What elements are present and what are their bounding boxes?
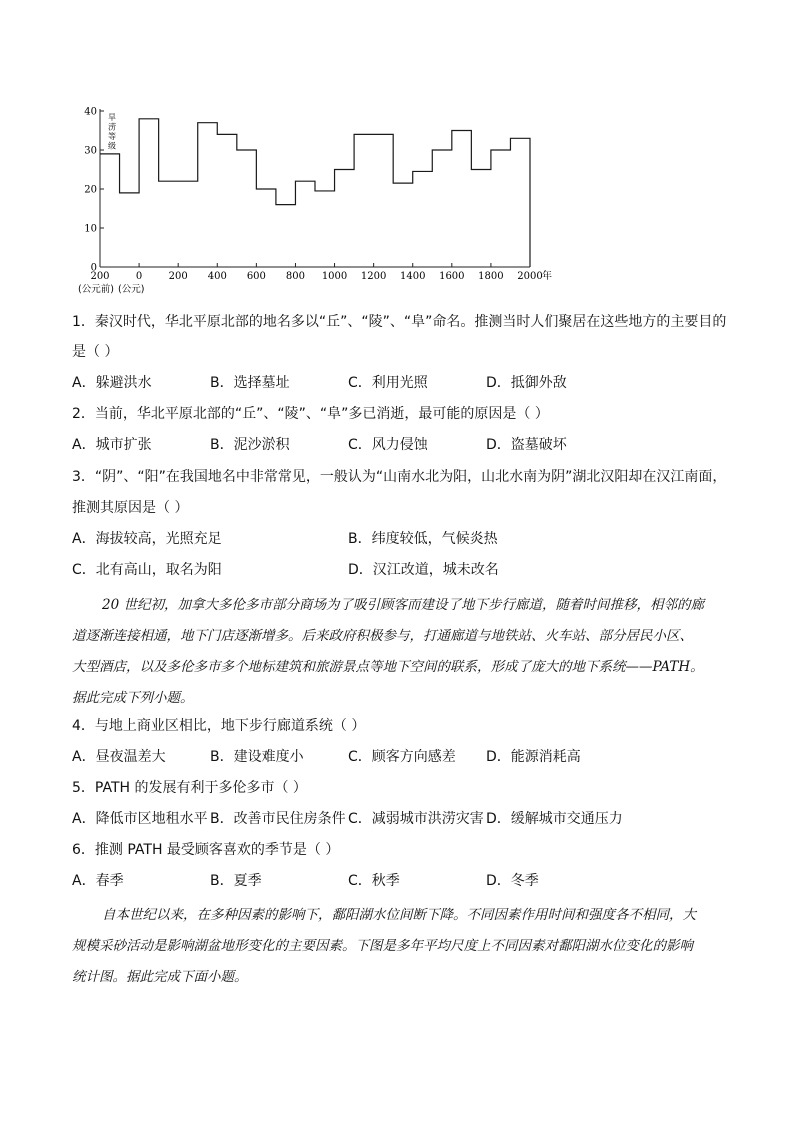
y-tick-label: 30 — [84, 145, 97, 157]
question-5-option-d: D．缓解城市交通压力 — [486, 811, 623, 827]
question-4-option-a: A．昼夜温差大 — [72, 749, 166, 765]
question-2: 2．当前，华北平原北部的“丘”、“陵”、“阜”多已消逝，最可能的原因是（ ） — [72, 406, 549, 422]
drought-flood-step-line — [100, 119, 530, 267]
y-tick-label: 10 — [84, 223, 97, 235]
question-5-option-c: C．减弱城市洪涝灾害 — [348, 811, 484, 827]
passage-toronto-line-2: 道逐渐连接相通，地下门店逐渐增多。后来政府积极参与，打通廊道与地铁站、火车站、部分居民小区、 — [72, 628, 693, 644]
y-axis-title-char: 涝 — [108, 122, 116, 132]
passage-toronto-line-1: 20 世纪初，加拿大多伦多市部分商场为了吸引顾客而建设了地下步行廊道，随着时间推移，相邻的廊 — [102, 597, 704, 613]
question-5: 5．PATH 的发展有利于多伦多市（ ） — [72, 780, 307, 796]
question-1-option-c: C．利用光照 — [348, 375, 428, 391]
drought-flood-chart — [70, 100, 550, 300]
question-1-option-b: B．选择墓址 — [210, 375, 290, 391]
question-6-option-a: A．春季 — [72, 873, 124, 889]
x-tick-label: 2000 — [517, 271, 543, 282]
y-axis-title-char: 旱 — [108, 113, 116, 122]
passage-toronto-line-3: 大型酒店，以及多伦多市多个地标建筑和旅游景点等地下空间的联系，形成了庞大的地下系统——PATH。 — [72, 659, 704, 675]
y-axis-title-char: 级 — [108, 141, 116, 151]
x-tick-label: 1800 — [478, 271, 504, 282]
question-1-option-a: A．躲避洪水 — [72, 375, 152, 391]
x-tick-label: 0 — [135, 271, 143, 282]
x-tick-label: 1000 — [321, 271, 348, 282]
question-4-option-b: B．建设难度小 — [210, 749, 304, 765]
y-axis-title-char: 等 — [108, 132, 116, 141]
x-tick-label: 1400 — [400, 271, 426, 282]
passage-poyang — [72, 900, 722, 993]
question-2-option-c: C．风力侵蚀 — [348, 437, 428, 453]
x-tick-label: 200 — [168, 271, 188, 282]
question-6-option-c: C．秋季 — [348, 873, 400, 889]
question-6-option-d: D．冬季 — [486, 873, 539, 889]
question-6: 6．推测 PATH 最受顾客喜欢的季节是（ ） — [72, 842, 340, 858]
question-3-option-b: B．纬度较低，气候炎热 — [348, 531, 498, 547]
y-tick-label: 40 — [84, 106, 97, 118]
x-tick-label: 600 — [246, 271, 266, 282]
question-1-line-1: 1．秦汉时代，华北平原北部的地名多以“丘”、“陵”、“阜”命名。推测当时人们聚居在这些地方的主要目的 — [72, 314, 727, 330]
y-tick-label: 0 — [90, 262, 97, 274]
x-tick-label: 1200 — [360, 271, 387, 282]
passage-poyang-line-2: 规模采砂活动是影响湖盆地形变化的主要因素。下图是多年平均尺度上不同因素对鄱阳湖水位变化的影响 — [72, 938, 693, 954]
question-2-option-b: B．泥沙淤积 — [210, 437, 290, 453]
passage-toronto-line-4: 据此完成下列小题。 — [72, 690, 194, 706]
x-sublabel-ad: (公元) — [118, 284, 145, 295]
question-5-option-a: A．降低市区地租水平 — [72, 811, 208, 827]
question-3-option-c: C．北有高山，取名为阳 — [72, 562, 222, 578]
x-tick-label: 800 — [285, 271, 306, 282]
chart-svg — [70, 100, 550, 300]
question-3-line-1: 3．“阴”、“阳”在我国地名中非常常见，一般认为“山南水北为阳，山北水南为阴”湖北汉阳却在汉江南面， — [72, 469, 727, 485]
x-tick-label: 1600 — [439, 271, 465, 282]
question-4-option-c: C．顾客方向感差 — [348, 749, 456, 765]
question-4: 4．与地上商业区相比，地下步行廊道系统（ ） — [72, 718, 366, 734]
question-3-option-a: A．海拔较高，光照充足 — [72, 531, 222, 547]
question-3-option-d: D．汉江改道，城未改名 — [348, 562, 499, 578]
passage-poyang-line-3: 统计图。据此完成下面小题。 — [72, 969, 248, 985]
question-2-option-a: A．城市扩张 — [72, 437, 152, 453]
question-4-option-d: D．能源消耗高 — [486, 749, 581, 765]
x-sublabel-bc: (公元前) — [78, 284, 114, 295]
x-tick-label: 200 — [90, 271, 110, 282]
question-5-option-b: B．改善市民住房条件 — [210, 811, 346, 827]
y-tick-label: 20 — [84, 184, 97, 196]
x-axis-unit: 年 — [542, 271, 552, 282]
x-tick-label: 400 — [207, 271, 227, 282]
question-1-option-d: D．抵御外敌 — [486, 375, 567, 391]
question-3-line-2: 推测其原因是（ ） — [72, 500, 189, 516]
passage-poyang-line-1: 自本世纪以来，在多种因素的影响下，鄱阳湖水位间断下降。不同因素作用时间和强度各不相同，大 — [102, 907, 696, 923]
passage-toronto — [72, 590, 722, 714]
question-2-option-d: D．盗墓破坏 — [486, 437, 567, 453]
question-1-line-2: 是（ ） — [72, 344, 119, 360]
question-6-option-b: B．夏季 — [210, 873, 262, 889]
